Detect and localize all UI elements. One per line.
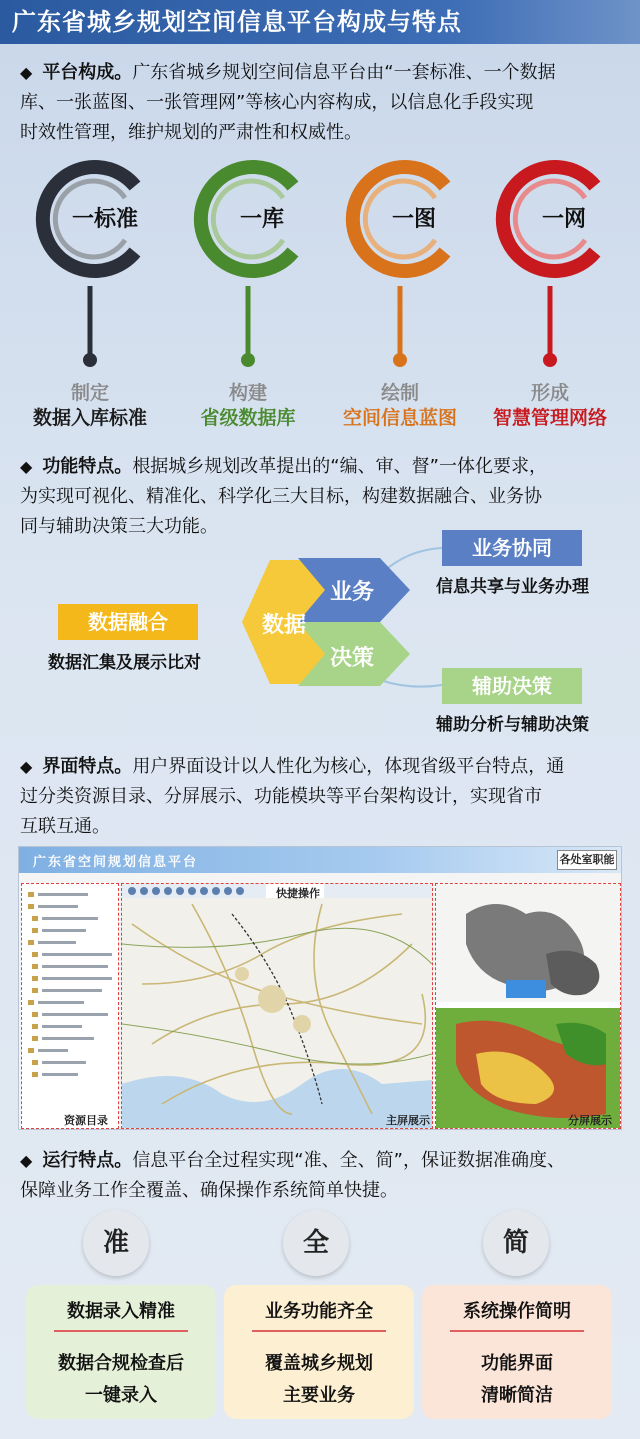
platform-line: 广东省城乡规划空间信息平台由“一套标准、一个数据 <box>132 62 556 83</box>
operation-lead: 运行特点。 <box>42 1150 133 1171</box>
ring-label: 一标准 <box>72 207 139 232</box>
completeness-circle: 全 <box>283 1210 349 1276</box>
ring-standard-graphic <box>30 158 150 378</box>
ring-database-graphic <box>188 158 308 378</box>
card-body: 功能界面 <box>481 1353 553 1374</box>
operation-paragraph <box>20 1146 620 1206</box>
collaboration-caption: 信息共享与业务办理 <box>436 577 589 597</box>
function-lead: 功能特点。 <box>42 456 133 477</box>
diagram-bottom-label: 决策 <box>330 646 375 671</box>
accuracy-circle: 准 <box>83 1210 149 1276</box>
function-line: 同与辅助决策三大功能。 <box>20 516 218 537</box>
card-divider <box>54 1330 188 1332</box>
card-body: 一键录入 <box>85 1385 157 1406</box>
completeness-card <box>224 1285 414 1419</box>
platform-lead: 平台构成。 <box>42 62 133 83</box>
ring-sub1: 制定 <box>70 382 109 404</box>
data-fusion-caption: 数据汇集及展示比对 <box>48 653 201 673</box>
main-map-panel <box>121 883 433 1129</box>
card-divider <box>450 1330 584 1332</box>
split-maps <box>436 884 620 1128</box>
platform-line: 时效性管理，维护规划的严肃性和权威性。 <box>20 122 362 143</box>
page-title: 广东省城乡规划空间信息平台构成与特点 <box>0 0 640 44</box>
accuracy-card <box>26 1285 216 1419</box>
ring-network-graphic <box>490 158 610 378</box>
ring-label: 一图 <box>392 207 437 232</box>
interface-line: 过分类资源目录、分屏展示、功能模块等平台架构设计，实现省市 <box>20 786 542 807</box>
card-heading: 业务功能齐全 <box>265 1301 373 1322</box>
card-divider <box>252 1330 386 1332</box>
interface-paragraph <box>20 752 620 842</box>
simplicity-card <box>422 1285 612 1419</box>
bullet-icon: ◆ <box>20 457 33 476</box>
split-panel <box>435 883 621 1129</box>
ring-sub2: 数据入库标准 <box>32 407 147 429</box>
main-caption: 主屏展示 <box>386 1114 430 1127</box>
main-map <box>122 884 432 1128</box>
ring-network <box>490 158 610 430</box>
resource-panel <box>21 883 119 1129</box>
ring-sub1: 绘制 <box>380 382 419 404</box>
diagram-center-label: 数据 <box>262 613 307 638</box>
interface-lead: 界面特点。 <box>42 756 133 777</box>
ring-sub1: 构建 <box>228 382 267 404</box>
operation-line: 信息平台全过程实现“准、全、简”，保证数据准确度、 <box>132 1150 565 1171</box>
function-paragraph <box>20 452 620 542</box>
ring-standard <box>30 158 150 430</box>
department-button[interactable]: 各处室职能 <box>557 850 617 870</box>
operation-line: 保障业务工作全覆盖、确保操作系统简单快捷。 <box>20 1180 398 1201</box>
bullet-icon: ◆ <box>20 757 33 776</box>
decision-caption: 辅助分析与辅助决策 <box>436 715 589 735</box>
data-fusion-box: 数据融合 <box>58 604 198 640</box>
ring-blueprint <box>340 158 460 430</box>
ring-database <box>188 158 308 430</box>
resource-caption: 资源目录 <box>64 1114 108 1127</box>
card-body: 清晰简洁 <box>481 1385 553 1406</box>
ring-sub1: 形成 <box>530 382 569 404</box>
function-line: 为实现可视化、精准化、科学化三大目标，构建数据融合、业务协 <box>20 486 542 507</box>
card-body: 数据合规检查后 <box>58 1353 184 1374</box>
interface-line: 互联互通。 <box>20 816 110 837</box>
decision-box: 辅助决策 <box>442 668 582 704</box>
diagram-top-label: 业务 <box>330 580 375 605</box>
bullet-icon: ◆ <box>20 63 33 82</box>
platform-line: 库、一张蓝图、一张管理网”等核心内容构成，以信息化手段实现 <box>20 92 534 113</box>
screenshot-header <box>19 847 622 873</box>
ring-blueprint-graphic <box>340 158 460 378</box>
function-line: 根据城乡规划改革提出的“编、审、督”一体化要求， <box>132 456 547 477</box>
platform-screenshot <box>18 846 622 1130</box>
quick-action-label[interactable]: 快捷操作 <box>276 887 320 900</box>
card-heading: 数据录入精准 <box>67 1301 175 1322</box>
split-caption: 分屏展示 <box>568 1114 612 1127</box>
card-body: 覆盖城乡规划 <box>265 1353 373 1374</box>
ring-sub2: 省级数据库 <box>200 407 296 429</box>
screenshot-title: 广东省空间规划信息平台 <box>33 855 199 870</box>
interface-line: 用户界面设计以人性化为核心，体现省级平台特点，通 <box>132 756 565 777</box>
ring-sub2: 智慧管理网络 <box>492 407 607 429</box>
resource-tree <box>22 884 118 1094</box>
function-diagram <box>0 530 640 740</box>
card-body: 主要业务 <box>283 1385 355 1406</box>
platform-paragraph <box>20 58 620 148</box>
bullet-icon: ◆ <box>20 1151 33 1170</box>
ring-sub2: 空间信息蓝图 <box>342 407 457 429</box>
ring-label: 一网 <box>542 207 587 232</box>
ring-label: 一库 <box>240 207 285 232</box>
simplicity-circle: 简 <box>483 1210 549 1276</box>
card-heading: 系统操作简明 <box>463 1301 571 1322</box>
collaboration-box: 业务协同 <box>442 530 582 566</box>
